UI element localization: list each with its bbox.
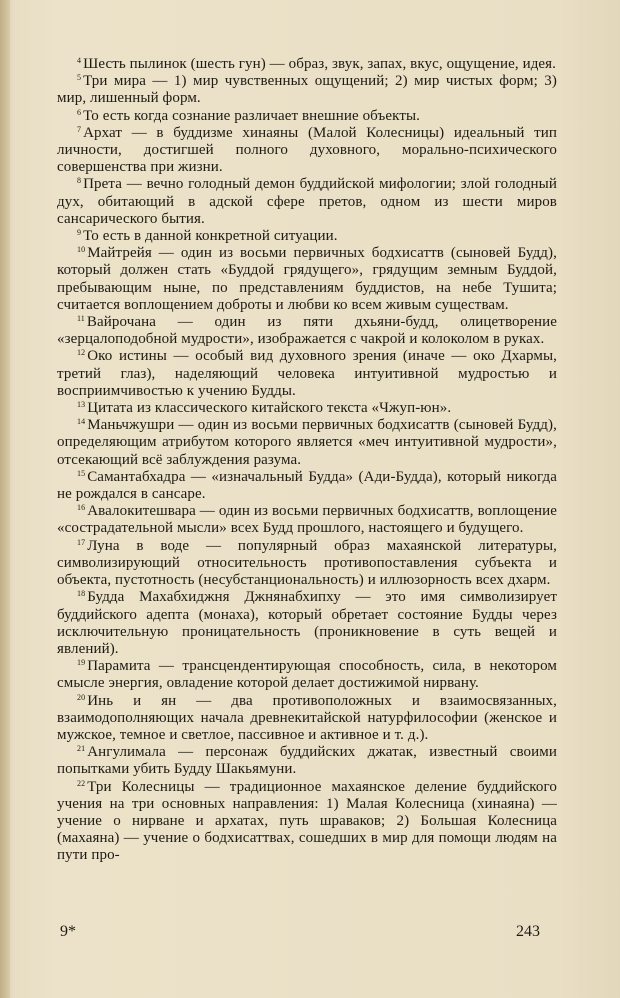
footnote-6: $^6$ То есть когда сознание различает внешние объекты. <box>77 107 421 124</box>
footnote-11: $^{11}$ Вайрочана — один из пяти дхьяни-будд, олицетворение «зерцалоподобной мудрости», изображается с чакрой и колоколом в руках. <box>57 314 557 348</box>
footnote-21: $^{21}$ Ангулимала — персонаж буддийских джатак, известный своими попытками убить Будду Шакьямуни. <box>57 744 557 778</box>
footnote-8: $^8$ Прета — вечно голодный демон буддийской мифологии; злой голодный дух, обитающий в адской сфере претов, одном из шести миров сансарического бытия. <box>57 176 557 227</box>
page-number: 243 <box>516 923 540 940</box>
footnote-22: $^{22}$ Три Колесницы — традиционное махаянское деление буддийского учения на три основных направления: 1) Малая Колесница (хинаяна) — учение о нирване и архатах, путь шраваков; 2) Большая Колесница (махаяна) — учение о бодхисаттвах, сошедших в мир для помощи людям на пути про- <box>57 778 557 864</box>
footnotes-block <box>57 56 557 865</box>
footnote-4: $^4$ Шесть пылинок (шесть гун) — образ, звук, запах, вкус, ощущение, идея. <box>77 56 557 72</box>
footnote-5: $^5$ Три мира — 1) мир чувственных ощущений; 2) мир чистых форм; 3) мир, лишенный форм. <box>57 73 557 107</box>
signature-mark: 9* <box>60 923 76 940</box>
footnote-7: $^7$ Архат — в буддизме хинаяны (Малой Колесницы) идеальный тип личности, достигшей полного духовного, морально-психического совершенства при жизни. <box>57 124 557 176</box>
footnote-16: $^{16}$ Авалокитешвара — один из восьми первичных бодхисаттв, воплощение «сострадательной мысли» всех Будд прошлого, настоящего и будущего. <box>57 503 557 537</box>
footnote-15: $^{15}$ Самантабхадра — «изначальный Будда» (Ади-Будда), который никогда не рождался в сансаре. <box>57 468 557 503</box>
page-spine-shadow <box>0 0 10 998</box>
footnote-12: $^{12}$ Око истины — особый вид духовного зрения (иначе — око Дхармы, третий глаз), наделяющий человека интуитивной мудростью и восприимчивостью к учению Будды. <box>57 348 557 399</box>
footnote-9: $^9$ То есть в данной конкретной ситуации. <box>77 228 338 245</box>
footnote-17: $^{17}$ Луна в воде — популярный образ махаянской литературы, символизирующий относительность противопоставления субъекта и объекта, пустотность (несубстанциональность) и иллюзорность всех дхарм. <box>57 537 557 589</box>
footnote-10: $^{10}$ Майтрейя — один из восьми первичных бодхисаттв (сыновей Будд), который должен стать «Буддой грядущего», грядущим земным Буддой, пребывающим ныне, по представлениям буддистов, на небе Тушита; считается воплощением доброты и любви ко всем живым существам. <box>57 245 557 313</box>
footnote-14: $^{14}$ Маньчжушри — один из восьми первичных бодхисаттв (сыновей Будд), определяющим атрибутом которого является «меч интуитивной мудрости», отсекающий всё заблуждения разума. <box>57 417 557 468</box>
footnote-13: $^{13}$ Цитата из классического китайского текста «Чжуп-юн». <box>77 400 452 417</box>
footnote-19: $^{19}$ Парамита — трансцендентирующая способность, сила, в некотором смысле энергия, овладение которой делает достижимой нирвану. <box>57 658 557 692</box>
footnote-20: $^{20}$ Инь и ян — два противоположных и взаимосвязанных, взаимодополняющих начала древнекитайской натурфилософии (женское и мужское, темное и светлое, пассивное и активное и т. д.). <box>57 692 557 743</box>
footnote-18: $^{18}$ Будда Махабхиджня Джнянабхипху — это имя символизирует буддийского адепта (монаха), который обретает состояние Будды через исключительную проницательность (проникновение в суть вещей и явлений). <box>57 589 557 657</box>
